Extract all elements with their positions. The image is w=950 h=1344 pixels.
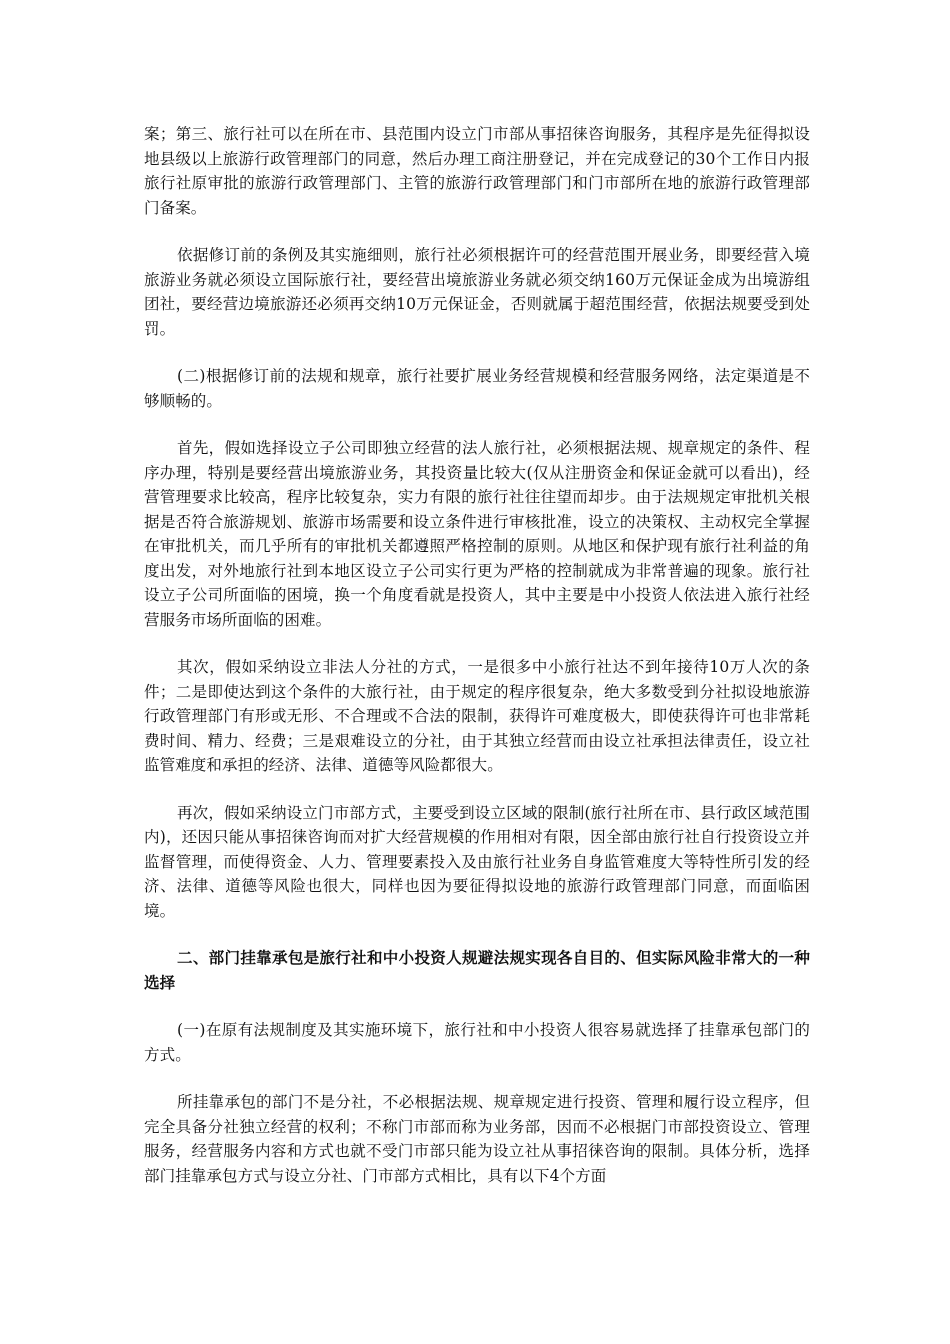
- paragraph-second-branch: 其次，假如采纳设立非法人分社的方式，一是很多中小旅行社达不到年接待10万人次的条件；二是即使达到这个条件的大旅行社，由于规定的程序很复杂，绝大多数受到分社拟设地旅游行政管理部门有形或无形、不合理或不合法的限制，获得许可难度极大，即使获得许可也非常耗费时间、精力、经费；三是艰难设立的分社，由于其独立经营而由设立社承担法律责任，设立社监管难度和承担的经济、法律、道德等风险都很大。: [144, 658, 810, 774]
- paragraph-third-storefront: 再次，假如采纳设立门市部方式，主要受到设立区域的限制(旅行社所在市、县行政区域范围内)，还因只能从事招徕咨询而对扩大经营规模的作用相对有限，因全部由旅行社自行投资设立并监督管理，而使得资金、人力、管理要素投入及由旅行社业务自身监管难度大等特性所引发的经济、法律、道德等风险也很大，同样也因为要征得拟设地的旅游行政管理部门同意，而面临困境。: [144, 803, 810, 920]
- paragraph-business-scope: 依据修订前的条例及其实施细则，旅行社必须根据许可的经营范围开展业务，即要经营入境旅游业务就必须设立国际旅行社，要经营出境旅游业务就必须交纳160万元保证金成为出境游组团社，要经营边境旅游还必须再交纳10万元保证金，否则就属于超范围经营，依据法规要受到处罚。: [144, 246, 810, 338]
- paragraph-department-contracting: 所挂靠承包的部门不是分社，不必根据法规、规章规定进行投资、管理和履行设立程序，但完全具备分社独立经营的权利；不称门市部而称为业务部，因而不必根据门市部投资设立、管理服务，经营服务内容和方式也就不受门市部只能为设立社从事招徕咨询的限制。具体分析，选择部门挂靠承包方式与设立分社、门市部方式相比，具有以下4个方面: [144, 1093, 810, 1185]
- section-heading-2: 二、部门挂靠承包是旅行社和中小投资人规避法规实现各自目的、但实际风险非常大的一种选择: [144, 948, 810, 992]
- paragraph-subsection-1: (一)在原有法规制度及其实施环境下，旅行社和中小投资人很容易就选择了挂靠承包部门的方式。: [144, 1021, 810, 1064]
- paragraph-section-2: (二)根据修订前的法规和规章，旅行社要扩展业务经营规模和经营服务网络，法定渠道是不够顺畅的。: [144, 367, 810, 410]
- paragraph-first-subsidiary: 首先，假如选择设立子公司即独立经营的法人旅行社，必须根据法规、规章规定的条件、程序办理，特别是要经营出境旅游业务，其投资量比较大(仅从注册资金和保证金就可以看出)，经营管理要求比较高，程序比较复杂，实力有限的旅行社往往望而却步。由于法规规定审批机关根据是否符合旅游规划、旅游市场需要和设立条件进行审核批准，设立的决策权、主动权完全掌握在审批机关，而几乎所有的审批机关都遵照严格控制的原则。从地区和保护现有旅行社利益的角度出发，对外地旅行社到本地区设立子公司实行更为严格的控制就成为非常普遍的现象。旅行社设立子公司所面临的困境，换一个角度看就是投资人，其中主要是中小投资人依法进入旅行社经营服务市场所面临的困难。: [144, 439, 810, 629]
- document-page: [144, 122, 810, 1188]
- paragraph-continuation: 案；第三、旅行社可以在所在市、县范围内设立门市部从事招徕咨询服务，其程序是先征得拟设地县级以上旅游行政管理部门的同意，然后办理工商注册登记，并在完成登记的30个工作日内报旅行社原审批的旅游行政管理部门、主管的旅游行政管理部门和门市部所在地的旅游行政管理部门备案。: [144, 125, 810, 217]
